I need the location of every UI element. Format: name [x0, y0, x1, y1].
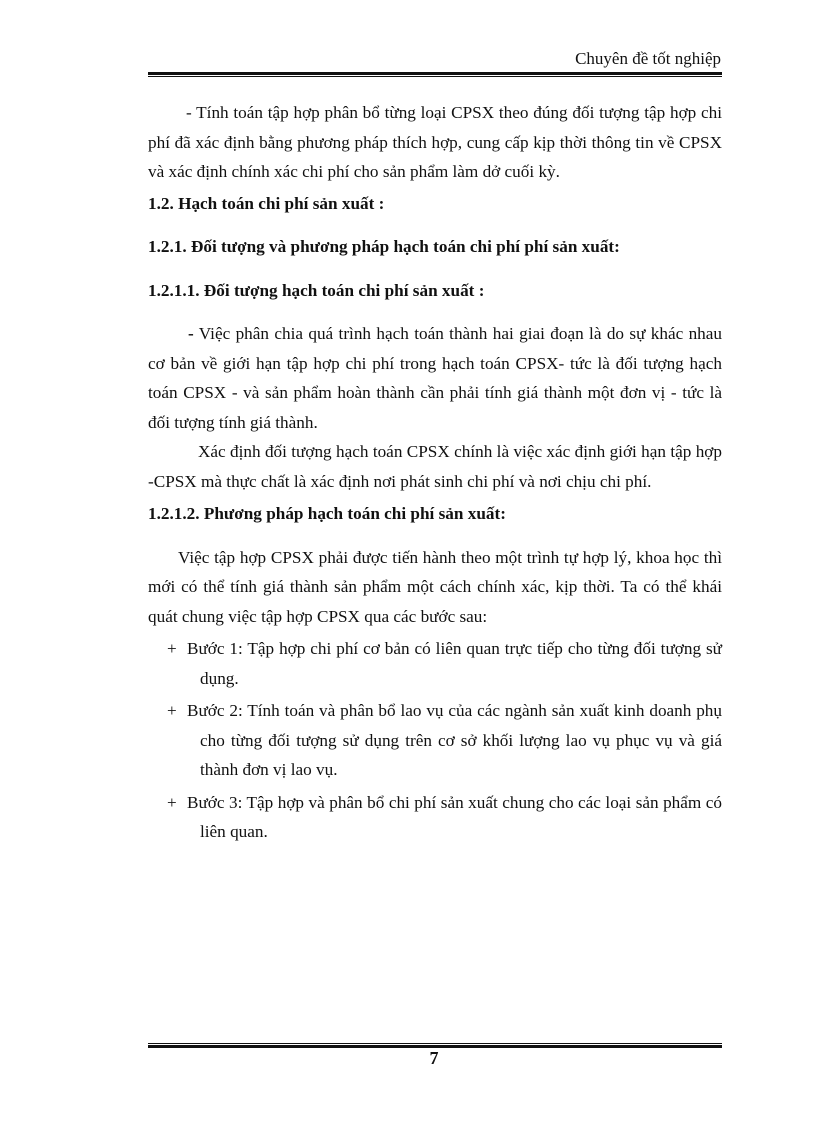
paragraph-cost-object-definition: Xác định đối tượng hạch toán CPSX chính là việc xác định giới hạn tập hợp -CPSX mà thực chất là xác định nơi phát sinh chi phí và nơi chịu chi phí. — [148, 442, 722, 491]
list-item-step-1 — [167, 634, 722, 693]
step-text: Bước 3: Tập hợp và phân bổ chi phí sản xuất chung cho các loại sản phẩm có liên quan. — [187, 792, 722, 841]
step-text: Bước 1: Tập hợp chi phí cơ bản có liên quan trực tiếp cho từng đối tượng sử dụng. — [187, 639, 722, 688]
paragraph-procedure-intro: Việc tập hợp CPSX phải được tiến hành theo một trình tự hợp lý, khoa học thì mới có thể tính giá thành sản phẩm một cách chính xác, kịp thời. Ta có thể khái quát chung việc tập hợp CPSX qua các bước sau: — [148, 547, 722, 626]
paragraph-stage-division-text: Việc phân chia quá trình hạch toán thành hai giai đoạn là do sự khác nhau cơ bản về giới hạn tập hợp chi phí trong hạch toán CPSX- tức là đối tượng hạch toán CPSX - và sản phẩm hoàn thành cần phải tính giá thành một đơn vị - tức là đối tượng tính giá thành. — [148, 324, 722, 432]
list-item-step-2 — [167, 696, 722, 785]
bullet-dash: - — [188, 324, 194, 343]
page-content — [148, 98, 722, 847]
step-text: Bước 2: Tính toán và phân bổ lao vụ của các ngành sản xuất kinh doanh phụ cho từng đối tượng sử dụng trên cơ sở khối lượng lao vụ phục vụ và giá thành đơn vị lao vụ. — [187, 701, 722, 779]
header-rule — [148, 72, 722, 77]
heading-1-2-1: 1.2.1. Đối tượng và phương pháp hạch toán chi phí phí sản xuất: — [148, 237, 620, 256]
plus-marker: + — [167, 639, 177, 658]
list-item-step-3 — [167, 788, 722, 847]
page-number: 7 — [429, 1048, 439, 1068]
plus-marker: + — [167, 701, 177, 720]
page-header-title: Chuyên đề tốt nghiệp — [575, 49, 721, 68]
paragraph-cpsx-allocation: - Tính toán tập hợp phân bổ từng loại CPSX theo đúng đối tượng tập hợp chi phí đã xác định bằng phương pháp thích hợp, cung cấp kịp thời thông tin về CPSX và xác định chính xác chi phí cho sản phẩm làm dở cuối kỳ. — [148, 103, 722, 181]
heading-1-2-1-2: 1.2.1.2. Phương pháp hạch toán chi phí sản xuất: — [148, 504, 506, 523]
paragraph-stage-division — [148, 319, 722, 437]
plus-marker: + — [167, 792, 177, 812]
heading-1-2-1-1: 1.2.1.1. Đối tượng hạch toán chi phí sản xuất : — [148, 280, 485, 300]
heading-1-2: 1.2. Hạch toán chi phí sản xuất : — [148, 193, 385, 213]
